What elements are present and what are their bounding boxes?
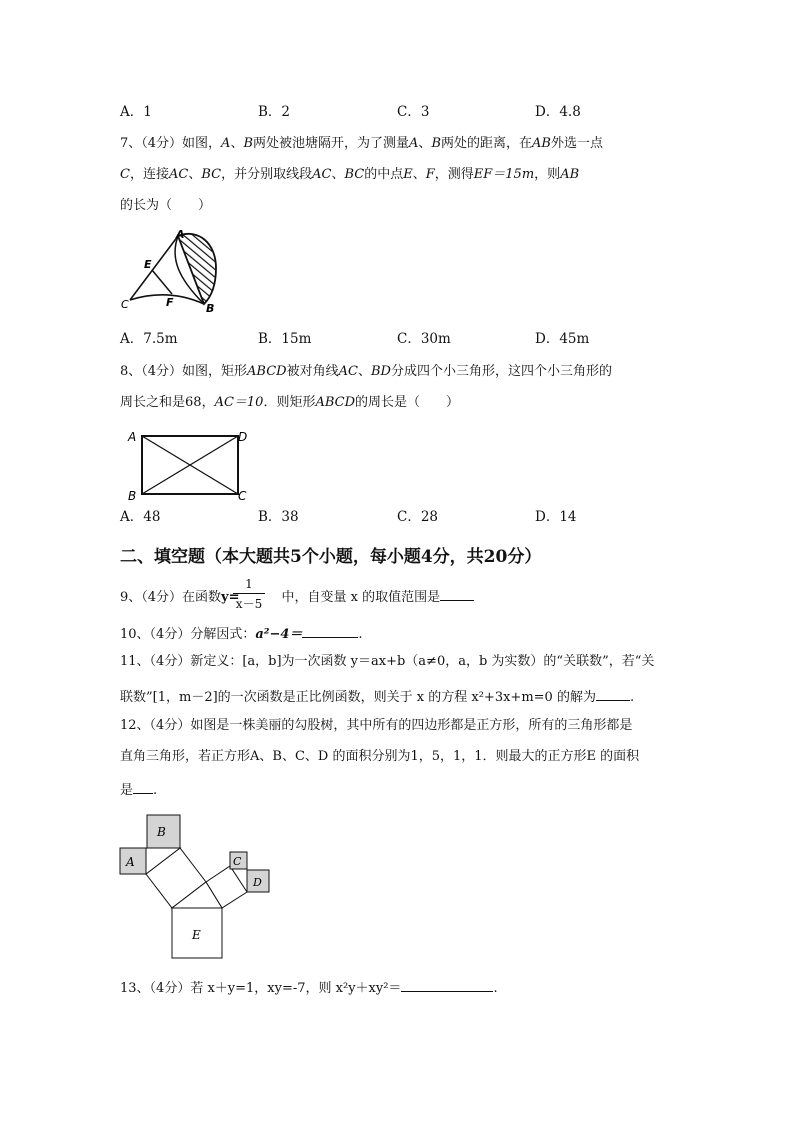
q9-fraction [229,577,269,612]
q8-fig-label-b: B [128,489,137,503]
q7-option-d: D．45m [535,331,590,347]
q12-fig-label-c: C [233,855,242,868]
q11-line-2: 联数”[1，m－2]的一次函数是正比例函数，则关于 x 的方程 x²+3x+m=0 的解为 . [120,690,635,705]
q8-fig-label-d: D [238,430,248,444]
q12-fig-label-e: E [192,928,201,942]
q8-option-c: C．28 [397,509,439,525]
q13-line: 13、（4分）若 x＋y=1，xy=-7，则 x²y＋xy²＝ . [120,981,498,996]
q7-option-c: C．30m [397,331,451,347]
q8-option-a: A．48 [120,509,161,525]
q8-fig-label-c: C [238,489,247,503]
section-title: 二、填空题（本大题共5个小题，每小题4分，共20分） [120,547,542,567]
q6-option-a: A．1 [120,104,152,120]
q12-line-2: 直角三角形，若正方形A、B、C、D 的面积分别为1，5，1，1．则最大的正方形E 的面积 [120,749,640,764]
q9-denominator: x－5 [235,597,263,611]
q8-rectangle-figure [124,426,254,504]
q10-answer-blank[interactable] [302,625,358,638]
q11-line-1: 11、（4分）新定义：[a，b]为一次函数 y＝ax+b（a≠0，a，b 为实数）的“关联数”，若“关 [120,654,655,669]
q12-fig-label-d: D [253,876,262,889]
q8-fig-label-a: A [128,430,137,444]
q12-line-3: 是 . [120,783,158,798]
q7-line-2: C，连接AC、BC，并分别取线段AC、BC的中点E、F，测得EF＝15m，则AB [120,167,580,182]
q10-line: 10、（4分）分解因式：a²−4＝ . [120,627,363,642]
q12-answer-blank[interactable] [133,781,153,794]
q9-numerator: 1 [245,577,253,591]
q7-fig-label-c: C [121,298,129,311]
q7-pond-figure [118,228,228,318]
q8-option-d: D．14 [535,509,577,525]
q7-line-3: 的长为（ ） [120,198,212,213]
q7-option-b: B．15m [258,331,312,347]
q6-option-d: D．4.8 [535,104,581,120]
q7-option-a: A．7.5m [120,331,178,347]
q7-fig-label-e: E [144,258,152,271]
q9-line: 9、（4分）在函数y= 中，自变量 x 的取值范围是 [120,588,474,604]
q7-fig-label-b: B [206,302,215,315]
q13-answer-blank[interactable] [401,979,493,992]
q9-answer-blank[interactable] [440,588,474,601]
q12-pythagorean-tree-figure [110,808,280,964]
q6-option-b: B．2 [258,104,291,120]
q7-fig-label-a: A [176,228,185,241]
q6-option-c: C．3 [397,104,430,120]
q8-option-b: B．38 [258,509,299,525]
q8-line-2: 周长之和是68，AC＝10．则矩形ABCD的周长是（ ） [120,395,460,410]
q8-line-1: 8、（4分）如图，矩形ABCD被对角线AC、BD分成四个小三角形，这四个小三角形的 [120,364,612,379]
q12-fig-label-a: A [126,855,135,869]
q7-fig-label-f: F [166,296,174,309]
q12-fig-label-b: B [157,825,166,839]
q11-answer-blank[interactable] [596,688,630,701]
q12-line-1: 12、（4分）如图是一株美丽的勾股树，其中所有的四边形都是正方形，所有的三角形都是 [120,718,633,733]
q7-line-1: 7、（4分）如图，A、B两处被池塘隔开，为了测量A、B两处的距离，在AB外选一点 [120,136,603,151]
